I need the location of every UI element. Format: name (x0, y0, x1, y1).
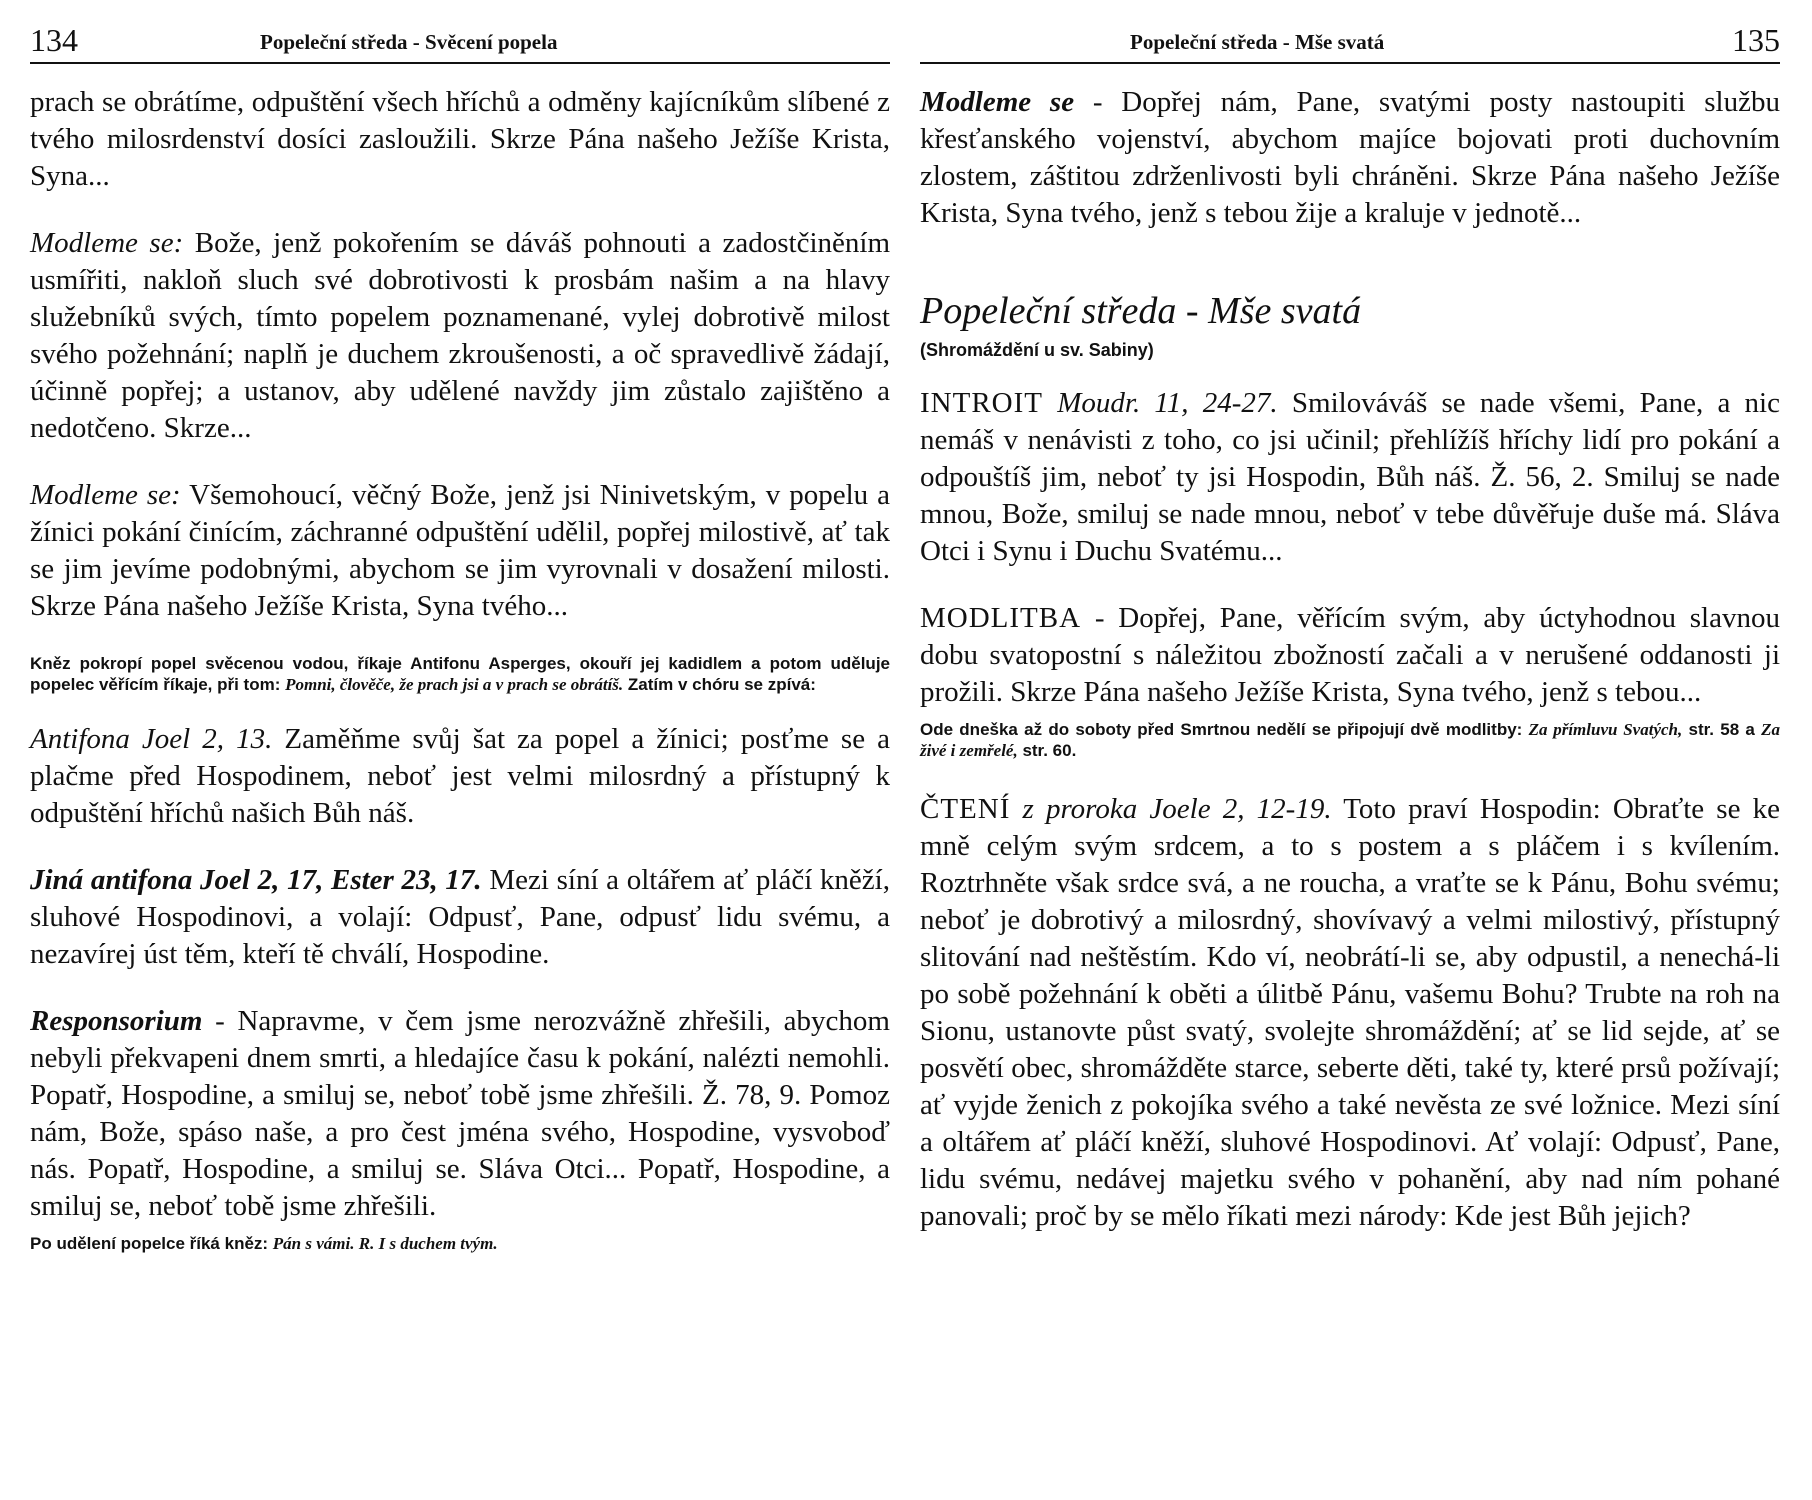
left-page (30, 0, 890, 1500)
right-page-body (920, 84, 1780, 1235)
rubric-text: Ode dneška až do soboty před Smrtnou nedělí se připojují dvě modlitby: (920, 720, 1529, 739)
modlitba-text: - Dopřej, Pane, věřícím svým, aby úctyhodnou slavnou dobu svatopostní s náležitou zbožností začali a v nerušené oddanosti ji prožili. Skrze Pána našeho Ježíše Krista, Syna tvého, jenž s tebou... (920, 602, 1780, 708)
antiphon-lead: Jiná antifona Joel 2, 17, Ester 23, 17. (30, 864, 482, 896)
section-title: Popeleční středa - Mše svatá (920, 290, 1362, 332)
paragraph-prayer-1 (920, 84, 1780, 232)
introit-ref: Moudr. 11, 24-27. (1042, 387, 1278, 419)
antiphon-text: Zaměňme svůj šat za popel a žínici; posťme se a plačme před Hospodinem, neboť jest velmi milosrdný a přístupný k odpuštění hříchů našich Bůh náš. (30, 723, 890, 829)
left-running-head: Popeleční středa - Svěcení popela (260, 30, 558, 54)
prayer-text: - Dopřej nám, Pane, svatými posty nastoupiti službu křesťanského vojenství, abychom majíce bojovati proti duchovním zlostem, záštitou zdrženlivosti byli chráněni. Skrze Pána našeho Ježíše Krista, Syna tvého, jenž s tebou žije a kraluje v jednotě... (920, 86, 1780, 229)
section-subtitle: (Shromáždění u sv. Sabiny) (920, 340, 1154, 360)
responsorium-lead: Responsorium (30, 1005, 203, 1037)
paragraph-prayer-end: prach se obrátíme, odpuštění všech hříchů a odměny kajícníkům slíbené z tvého milosrdenství dosíci zasloužili. Skrze Pána našeho Ježíše Krista, Syna... (30, 86, 890, 192)
prayer-lead: Modleme se (920, 86, 1075, 118)
paragraph-antiphon (30, 721, 890, 832)
rubric-ashes (30, 653, 890, 695)
rubric-final (30, 1233, 890, 1254)
modlitba-lead: MODLITBA (920, 602, 1082, 634)
rubric-italic: Pomni, člověče, že prach jsi a v prach se obrátíš. (285, 675, 624, 694)
paragraph-prayer-2 (30, 225, 890, 447)
left-page-body (30, 84, 890, 1254)
prayer-lead: Modleme se: (30, 227, 184, 259)
paragraph-cteni (920, 791, 1780, 1235)
antiphon-lead: Antifona Joel 2, 13. (30, 723, 273, 755)
paragraph-introit (920, 385, 1780, 570)
cteni-ref: z proroka Joele 2, 12-19. (1010, 793, 1332, 825)
rubric-prayers (920, 719, 1780, 761)
cteni-text: Toto praví Hospodin: Obraťte se ke mně celým svým srdcem, a to s postem a s pláčem i s kvílením. Roztrhněte však srdce svá, a ne roucha, a vraťte se k Pánu, Bohu svému; neboť je dobrotivý a milosrdný, shovívavý a velmi milostivý, přístupný slitování nad neštěstím. Kdo ví, neobrátí-li se, aby odpustil, a nenechá-li po sobě požehnání k oběti a úlitbě Pánu, vašemu Bohu? Trubte na roh na Sionu, ustanovte půst svatý, svolejte shromáždění; ať se lid sejde, ať se posvětí obec, shromážděte starce, seberte děti, také ty, které prsů požívají; ať vyjde ženich z pokojíka svého a také nevěsta ze své ložnice. Mezi síní a oltářem ať pláčí kněží, sluhové Hospodinovi. Ať volají: Odpusť, Pane, lidu svému, nedávej majetku svého v pohanění, aby nad ním pohané panovali; proč by se mělo říkati mezi národy: Kde jest Bůh jejich? (920, 793, 1780, 1232)
paragraph-prayer-3 (30, 477, 890, 625)
prayer-text: Bože, jenž pokořením se dáváš pohnouti a zadostčiněním usmířiti, nakloň sluch své dobrotivosti k prosbám našim a na hlavy služebníků svých, tímto popelem poznamenané, vylej dobrotivě milost svého požehnání; naplň je duchem zkroušenosti, a oč spravedlivě žádají, účinně popřej; a ustanov, aby udělené navždy jim zůstalo zajištěno a nedotčeno. Skrze... (30, 227, 891, 444)
rubric-end: str. 60. (1017, 741, 1077, 760)
rubric-mid: str. 58 a (1682, 720, 1762, 739)
left-page-number: 134 (30, 22, 78, 58)
prayer-lead: Modleme se: (30, 479, 181, 511)
antiphon-text: Mezi síní a oltářem ať pláčí kněží, sluhové Hospodinovi, a volají: Odpusť, Pane, odpusť lidu svému, a nezavírej úst těm, kteří tě chválí, Hospodine. (30, 864, 890, 970)
rubric-italic: Pán s vámi. R. I s duchem tvým. (272, 1234, 498, 1253)
responsorium-text: - Napravme, v čem jsme nerozvážně zhřešili, abychom nebyli překvapeni dnem smrti, a hledajíce času k pokání, nalézti nemohli. Popatř, Hospodine, a smiluj se, neboť tobě jsme zhřešili. Ž. 78, 9. Pomoz nám, Bože, spáso naše, a pro čest jména svého, Hospodine, vysvoboď nás. Popatř, Hospodine, a smiluj se. Sláva Otci... Popatř, Hospodine, a smiluj se, neboť tobě jsme zhřešili. (30, 1005, 890, 1222)
rubric-tail: Zatím v chóru se zpívá: (623, 675, 816, 694)
paragraph-modlitba (920, 600, 1780, 711)
rubric-italic: Za přímluvu Svatých, (1528, 720, 1683, 739)
right-page-number: 135 (1732, 22, 1780, 58)
right-running-head: Popeleční středa - Mše svatá (1130, 30, 1385, 54)
right-page (920, 0, 1780, 1500)
cteni-lead: ČTENÍ (920, 793, 1011, 825)
right-page-header (920, 22, 1780, 64)
introit-lead: INTROIT (920, 387, 1043, 419)
rubric-text: Po udělení popelce říká kněz: (30, 1234, 273, 1253)
paragraph-antiphon-2 (30, 862, 890, 973)
rubric-italic: Za živé i zemřelé, (920, 720, 1780, 760)
paragraph-responsorium (30, 1003, 890, 1225)
rubric-text: Kněz pokropí popel svěcenou vodou, říkaje Antifonu Asperges, okouří jej kadidlem a potom uděluje popelec věřícím říkaje, při tom: (30, 654, 890, 694)
prayer-text: Všemohoucí, věčný Bože, jenž jsi Ninivetským, v popelu a žínici pokání činícím, záchranné odpuštění udělil, popřej milostivě, ať tak se jim jevíme podobnými, abychom se jim vyrovnali v dosažení milosti. Skrze Pána našeho Ježíše Krista, Syna tvého... (30, 479, 890, 622)
introit-text: Smilováváš se nade všemi, Pane, a nic nemáš v nenávisti z toho, co jsi učinil; přehlížíš hříchy lidí pro pokání a odpouštíš jim, neboť ty jsi Hospodin, Bůh náš. Ž. 56, 2. Smiluj se nade mnou, Bože, smiluj se nade mnou, neboť v tebe důvěřuje duše má. Sláva Otci i Synu i Duchu Svatému... (920, 387, 1780, 567)
left-page-header (30, 22, 890, 64)
